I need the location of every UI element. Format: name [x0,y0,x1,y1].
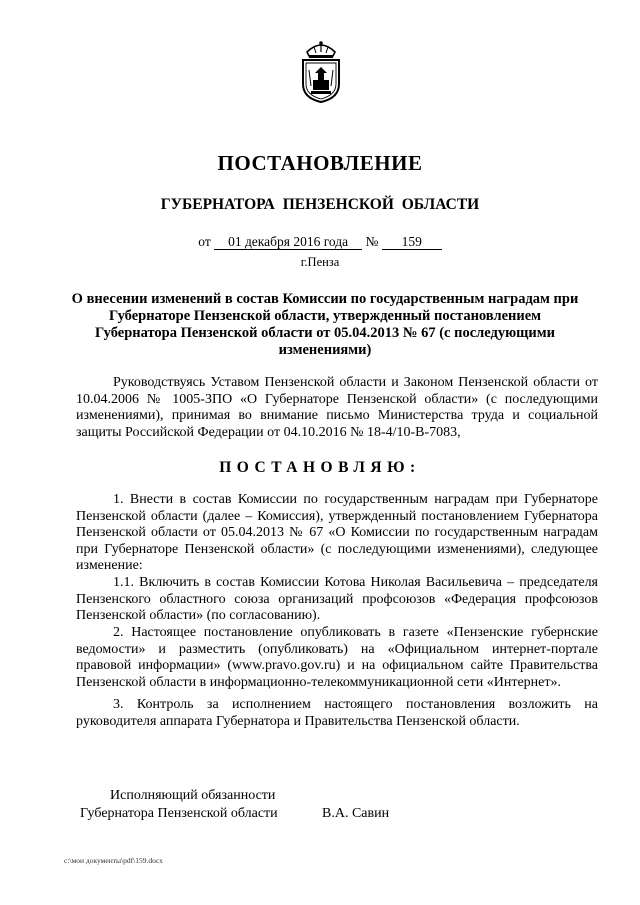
item-2-paragraph: 2. Настоящее постановление опубликовать в газете «Пензенские губернские ведомости» и разместить (опубликовать) на «Официальном интернет-портале правовой информации» (www.pravo.gov.ru) и на официальном сайте Правительства Пензенской области в информационно-телекоммуникационной сети «Интернет». [76,625,598,690]
item-1-1-paragraph: 1.1. Включить в состав Комиссии Котова Николая Васильевича – председателя Пензенского областного союза организаций профсоюзов «Федерация профсоюзов Пензенской области» (по согласованию). [76,575,598,623]
date-prefix: от [198,234,211,249]
issuer-line: ГУБЕРНАТОРА ПЕНЗЕНСКОЙ ОБЛАСТИ [160,196,480,213]
document-number: 159 [382,235,442,250]
signatory-role-line-1: Исполняющий обязанности [110,788,276,803]
city-name: г.Пенза [300,255,340,269]
file-path-footer: c:\мои документы\pdf\159.docx [64,856,163,865]
document-date: 01 декабря 2016 года [214,235,362,250]
document-title: ПОСТАНОВЛЕНИЕ [217,151,423,175]
signatory-name: В.А. Савин [322,806,390,821]
coat-of-arms-emblem-icon [297,40,345,104]
signatory-role-line-2: Губернатора Пензенской области [80,806,278,821]
preamble-paragraph: Руководствуясь Уставом Пензенской области и Законом Пензенской области от 10.04.2006 № 1005-ЗПО «О Губернаторе Пензенской области» (с последующими изменениями), принимая во внимание письмо Министерства труда и социальной защиты Российской Федерации от 04.10.2016 № 18-4/10-В-7083, [76,375,598,440]
item-3-paragraph: 3. Контроль за исполнением настоящего постановления возложить на руководителя аппарата Губернатора и Правительства Пензенской области. [76,697,598,729]
item-1-paragraph: 1. Внести в состав Комиссии по государственным наградам при Губернаторе Пензенской области (далее – Комиссия), утвержденный постановлением Губернатора Пензенской области от 05.04.2013 № 67 «О Комиссии по государственным наградам при Губернаторе Пензенской области» (с последующими изменениями), следующее изменение: [76,492,598,573]
date-number-line [0,234,640,250]
document-subject: О внесении изменений в состав Комиссии по государственным наградам при Губернаторе Пензенской области, утвержденный постановлением Губернатора Пензенской области от 05.04.2013 № 67 (с последующими изменениями) [71,291,579,358]
number-sign: № [365,234,379,249]
resolve-heading: ПОСТАНОВЛЯЮ: [219,459,421,476]
